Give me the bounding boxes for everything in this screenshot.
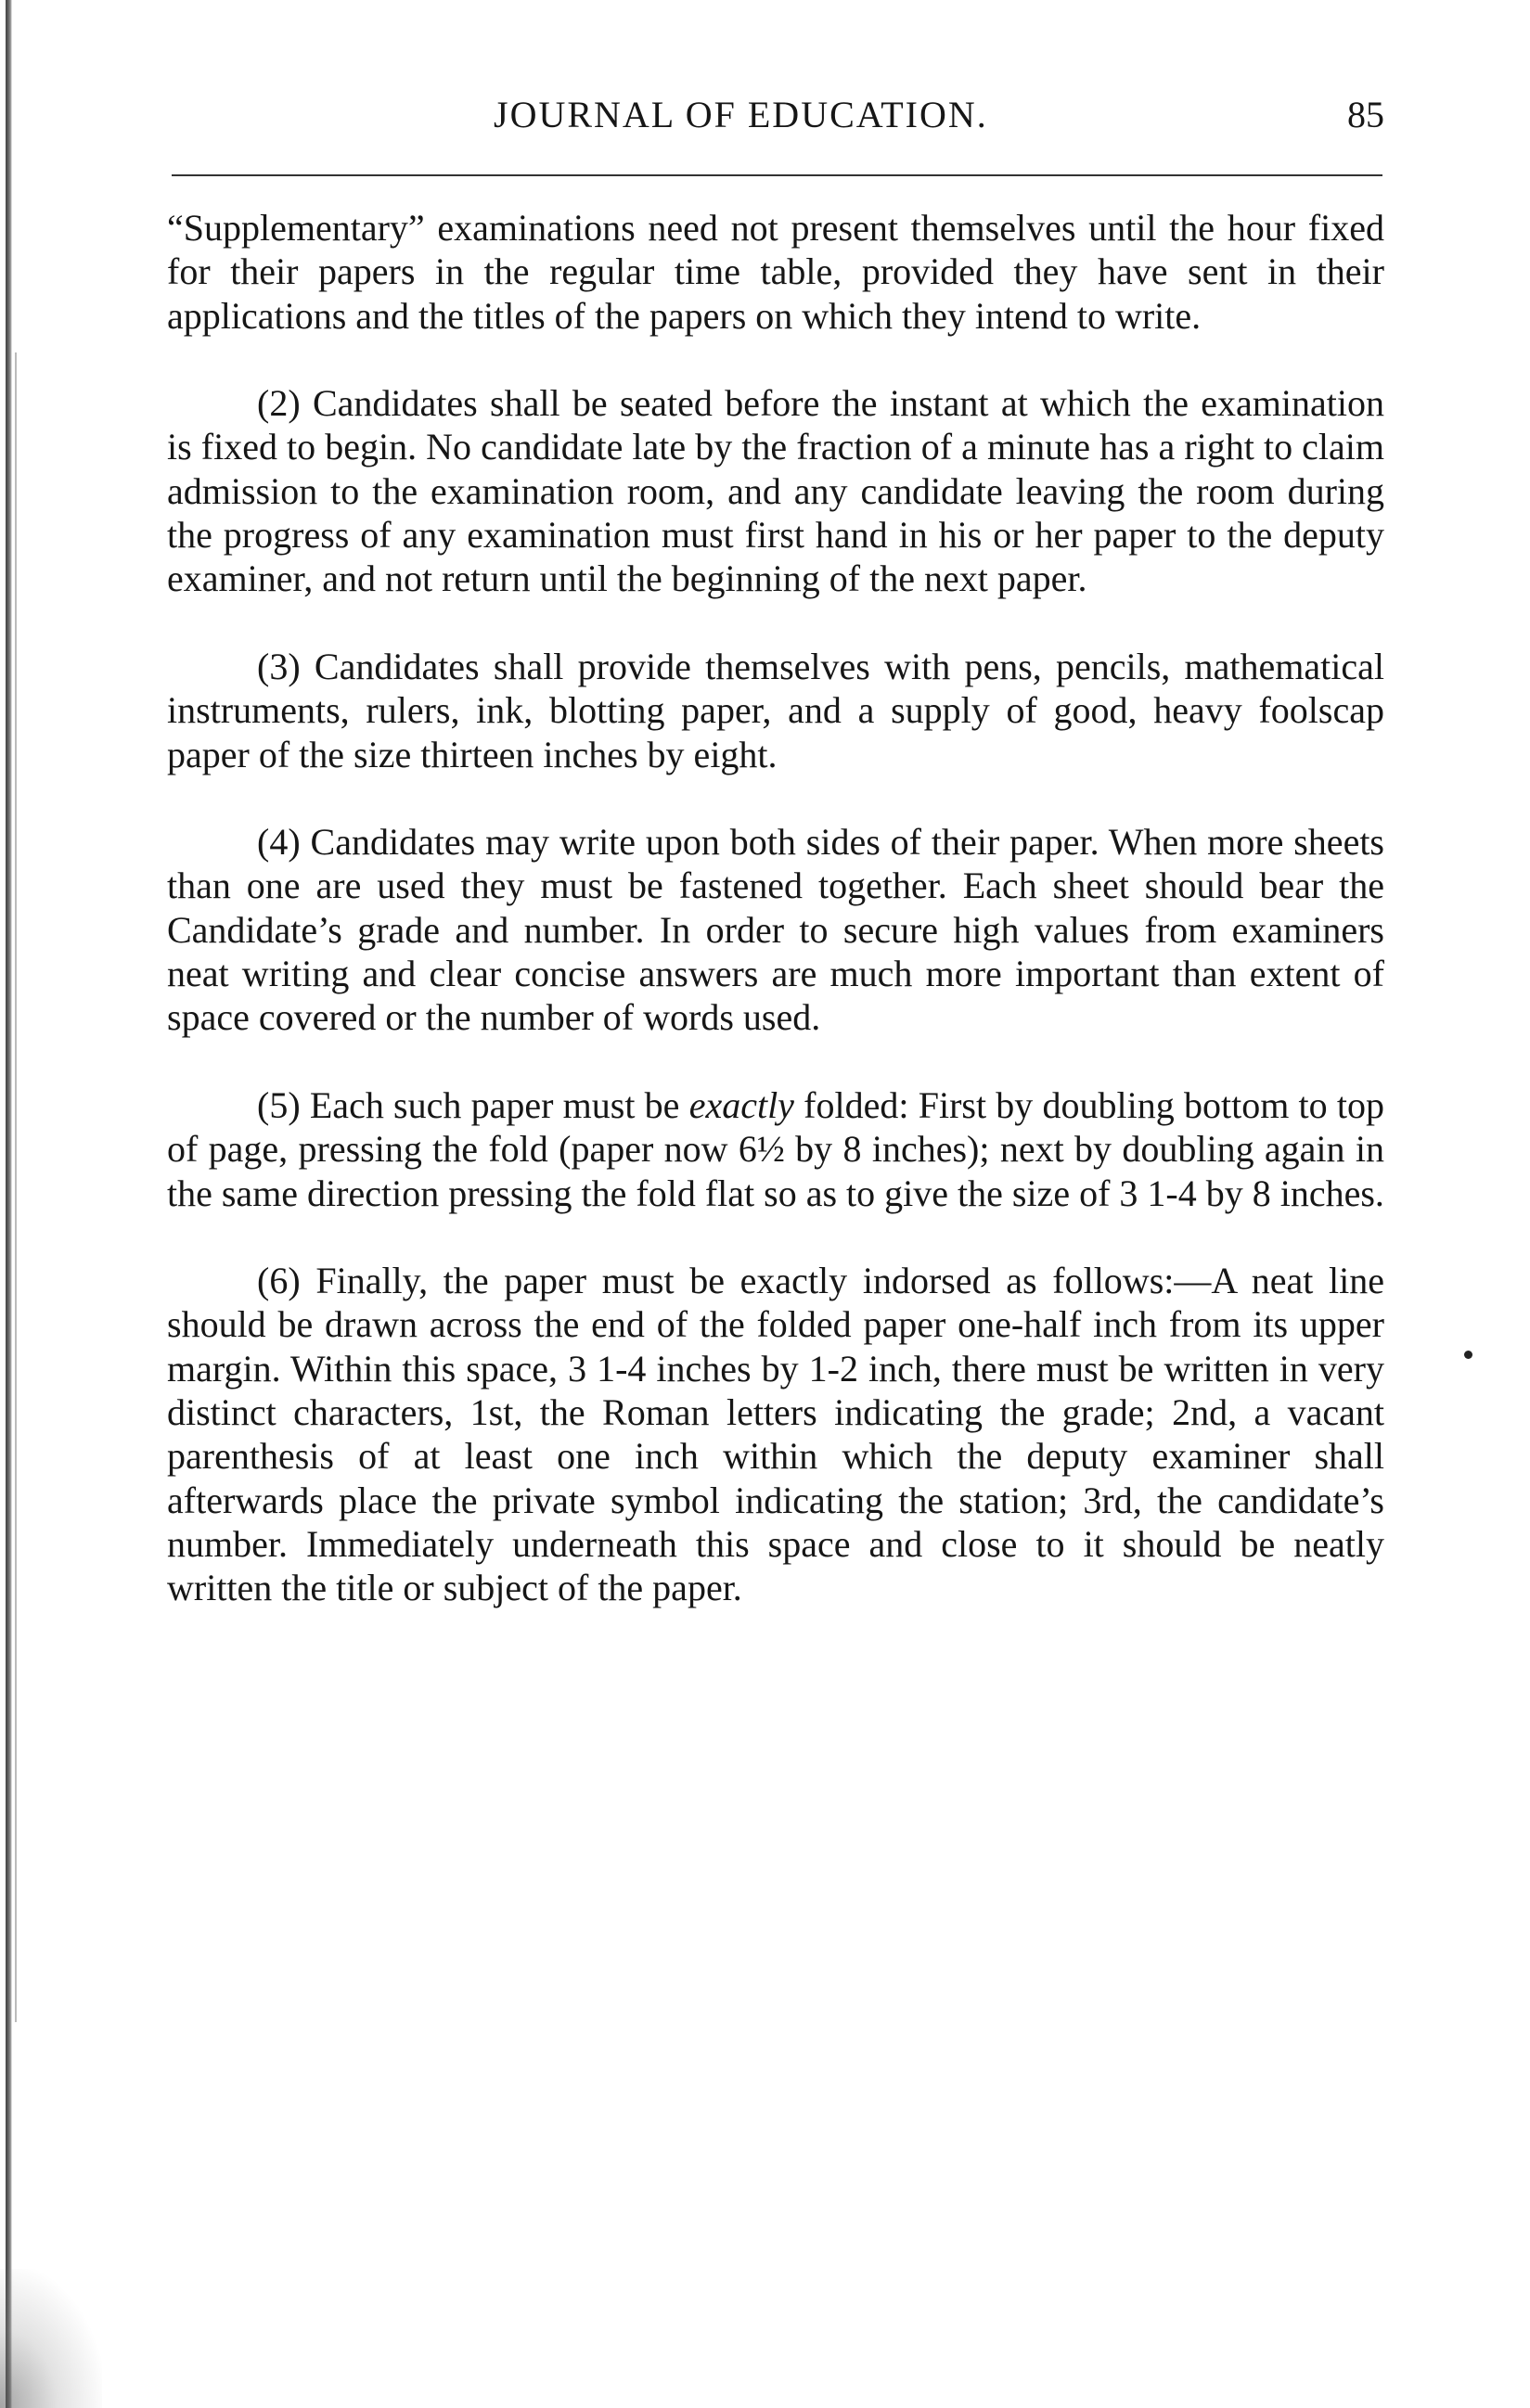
- paragraph-number: (6): [257, 1260, 301, 1302]
- paragraph-text: Candidates shall provide themselves with pens, pencils, mathematical instruments, rulers, ink, blotting paper, and a supply of good, heavy foolscap paper of the size thirteen inches by eight.: [167, 645, 1384, 775]
- body-text: [167, 206, 1384, 1610]
- header-rule: [172, 174, 1382, 176]
- margin-dot-mark: [1464, 1351, 1472, 1359]
- paragraph-2: [167, 381, 1384, 600]
- paragraph-text-before: Each such paper must be: [309, 1083, 680, 1126]
- page-number: 85: [1347, 94, 1384, 135]
- corner-scan-smudge: [0, 2269, 102, 2408]
- paragraph-text: Candidates may write upon both sides of their paper. When more sheets than one are used they must be fastened together. Each sheet should bear the Candidate’s grade and number. In order to secure high values from examiners neat writing and clear concise answers are much more important than extent of space covered or the number of words used.: [167, 821, 1384, 1039]
- paragraph-text: Finally, the paper must be exactly indorsed as follows:—A neat line should be drawn across the end of the folded paper one-half inch from its upper margin. Within this space, 3 1-4 inches by 1-2 inch, there must be written in very distinct characters, 1st, the Roman letters indicating the grade; 2nd, a vacant parenthesis of at least one inch within which the deputy examiner shall afterwards place the private symbol indicating the station; 3rd, the candidate’s number. Immediately underneath this space and close to it should be neatly written the title or subject of the paper.: [167, 1260, 1385, 1609]
- paragraph-5: [167, 1083, 1384, 1215]
- binding-edge-shadow: [6, 0, 12, 2408]
- paragraph-number: (4): [257, 821, 301, 864]
- paragraph-number: (3): [257, 645, 301, 687]
- paragraph-number: (2): [257, 382, 301, 425]
- paragraph-6: [167, 1259, 1384, 1609]
- paragraph-text-after: folded: First by doubling bottom to top of page, pressing the fold (paper now 6½ by 8 inches); next by doubling again in the same direction pressing the fold flat so as to give the size of 3 1-4 by 8 inches.: [167, 1083, 1385, 1214]
- paragraph-3: [167, 645, 1384, 776]
- running-head: [167, 93, 1384, 148]
- paragraph-text: Candidates shall be seated before the instant at which the examination is fixed to begin. No candidate late by the fraction of a minute has a right to claim admission to the examination room, and any candidate leaving the room during the progress of any examination must first hand in his or her paper to the deputy examiner, and not return until the beginning of the next paper.: [167, 382, 1385, 600]
- journal-title: JOURNAL OF EDUCATION.: [494, 94, 988, 135]
- paragraph-number: (5): [257, 1083, 301, 1126]
- paragraph-4: [167, 820, 1384, 1039]
- emphasized-word: exactly: [688, 1083, 794, 1126]
- paragraph-1: [167, 206, 1384, 338]
- binding-edge-line: [15, 352, 17, 2022]
- paragraph-text: “Supplementary” examinations need not present themselves until the hour fixed for their papers in the regular time table, provided they have sent in their applications and the titles of the papers on which they intend to write.: [167, 207, 1384, 337]
